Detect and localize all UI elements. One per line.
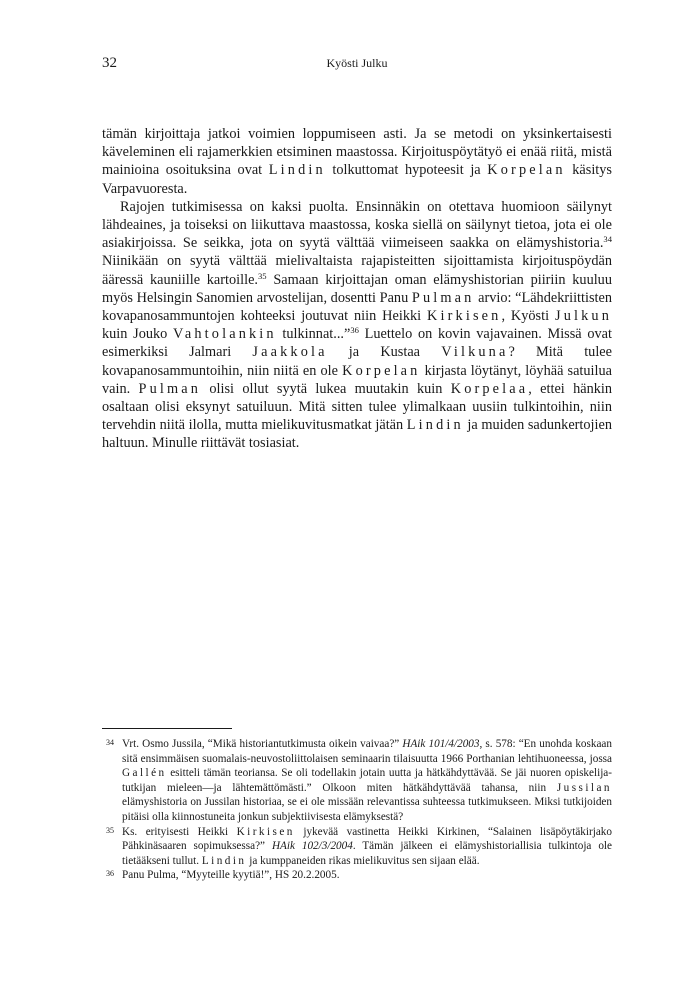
text-run: kuin Jouko xyxy=(102,326,174,343)
spaced-name: Julkun xyxy=(554,308,612,325)
text-run: elämyshistoria on Jussilan historiaa, se ei ole missään relevantissa suhteessa tutkimukseen. Miksi tutkijoiden pitäisi olla kiinnostuneita jonkun subjektiivisesta elämyksestä? xyxy=(122,796,612,823)
footnote-number: 36 xyxy=(106,869,114,879)
footnote-divider xyxy=(102,728,232,729)
page-number: 32 xyxy=(102,55,117,71)
page-header xyxy=(102,55,612,75)
spaced-name: Gallén xyxy=(122,767,167,780)
text-run: arvio: “Lähdekriittisten kovapanosammuntojen kohteeksi joutuvat niin Heikki xyxy=(102,289,612,325)
text-run: Niinikään on syytä välttää mielivaltaista rajapisteitten sijoittamista kirjoituspöydän ääressä kauniille kartoille. xyxy=(102,253,612,288)
paragraph-1 xyxy=(102,125,612,198)
text-run: Ks. erityisesti Heikki xyxy=(122,825,237,838)
text-run: ja kumppaneiden rikas mielikuvitus sen sijaan elää. xyxy=(246,854,480,867)
spaced-name: Jaakkola xyxy=(252,344,328,361)
text-run: , Kyösti xyxy=(501,308,555,325)
footnote-35 xyxy=(102,825,612,869)
spaced-name: Kirkisen xyxy=(236,825,295,838)
spaced-name: Lindin xyxy=(406,417,464,434)
text-run: Rajojen tutkimisessa on kaksi puolta. Ensinnäkin on otettava huomioon säilynyt lähdeaines, ja toiseksi on liikuttava maastossa, koska siellä on säilynyt tietoa, jota ei ole asiakirjoissa. Se seikka, jota on syytä välttää viimeiseen saakka on elämyshistoria. xyxy=(102,198,612,252)
footnote-34 xyxy=(102,737,612,825)
spaced-name: Kirkisen xyxy=(427,308,502,325)
footnote-number: 34 xyxy=(106,738,114,747)
text-run: olisi ollut syytä lukea muutakin kuin xyxy=(201,380,451,397)
footnote-ref: 36 xyxy=(350,325,359,336)
journal-ref: HAik 102/3/2004 xyxy=(271,840,353,853)
spaced-name: Lindin xyxy=(201,854,247,867)
footnote-number: 35 xyxy=(106,825,114,835)
text-run: Samaan kirjoittajan oman elämyshistorian piiriin kuuluu myös Helsingin Sanomien arvostelijan, dosentti Panu xyxy=(102,271,612,306)
text-run: tämän kirjoittaja jatkoi voimien loppumiseen asti. Ja se metodi on yksinkertaisesti käveleminen eli rajamerkkien etsiminen maastossa. Kirjoituspöytätyö ei enää riitä, mistä mainioina osoituksina ovat xyxy=(102,126,612,179)
text-run: Luettelo on kovin vajavainen. Missä ovat esimerkiksi Jalmari xyxy=(102,326,612,361)
spaced-name: Pulman xyxy=(138,380,202,397)
text-run: tulkinnat...” xyxy=(276,326,351,343)
text-run: ja muiden sadunkertojien haltuun. Minulle riittävät tosiasiat. xyxy=(102,417,612,452)
text-run: kirjasta löytänyt, löyhää satuilua vain. xyxy=(102,362,612,397)
text-run: Panu Pulma, “Myyteille kyytiä!”, HS 20.2.2005. xyxy=(122,869,340,882)
spaced-name: Pulman xyxy=(411,289,475,306)
text-run: . Tämän jälkeen ei elämyshistoriallisia tulkintoja ole tietääkseni tullut. xyxy=(122,840,612,867)
footnote-36 xyxy=(102,868,612,883)
paragraph-2 xyxy=(102,198,612,453)
text-run: ja Kustaa xyxy=(327,344,442,361)
spaced-name: Jussilan xyxy=(556,781,612,794)
running-head: Kyösti Julku xyxy=(326,56,388,70)
text-run: tolkuttomat hypoteesit ja xyxy=(325,162,488,179)
text-run: esitteli tämän teoriansa. Se oli todellakin jotain uutta ja hätkähdyttävää. Se jäi nuoren opiskelija-tutkijan mieleen—ja lähtemättömästi.” Olkoon miten hätkähdyttävää tahansa, niin xyxy=(122,767,612,794)
footnote-ref: 34 xyxy=(603,234,612,245)
text-run: , ettei hänkin osaltaan olisi eksynyt satuiluun. Mitä sitten tulee ylimalkaan uusiin tulkintoihin, niin tervehdin niitä ilolla, mutta mielikuvitusmatkat jätän xyxy=(102,380,613,434)
text-run: ? Mitä tulee kovapanosammuntoihin, niin niitä en ole xyxy=(102,344,612,379)
text-run: Vrt. Osmo Jussila, “Mikä historiantutkimusta oikein vaivaa?” xyxy=(122,738,403,750)
text-run: jykevää vastinetta Heikki Kirkinen, “Salainen lisäpöytäkirjako Pähkinäsaaren sopimuksessa?” xyxy=(122,825,612,853)
footnotes xyxy=(102,737,612,883)
spaced-name: Korpelan xyxy=(342,362,421,379)
journal-ref: HAik 101/4/2003 xyxy=(402,738,480,750)
body-text xyxy=(102,125,612,453)
footnote-ref: 35 xyxy=(258,270,267,281)
spaced-name: Korpelaa xyxy=(450,380,529,397)
text-run: käsitys Varpavuoresta. xyxy=(102,162,612,197)
spaced-name: Vilkuna xyxy=(441,344,509,361)
spaced-name: Korpelan xyxy=(487,162,566,179)
spaced-name: Vahtolankin xyxy=(173,326,277,343)
spaced-name: Lindin xyxy=(268,162,326,179)
text-run: , s. 578: “En unohda koskaan sitä ensimmäisen suomalais-neuvostoliittolaisen seminaarin tilaisuutta 1966 Porthanian lehtihuoneessa, jossa xyxy=(122,738,612,765)
